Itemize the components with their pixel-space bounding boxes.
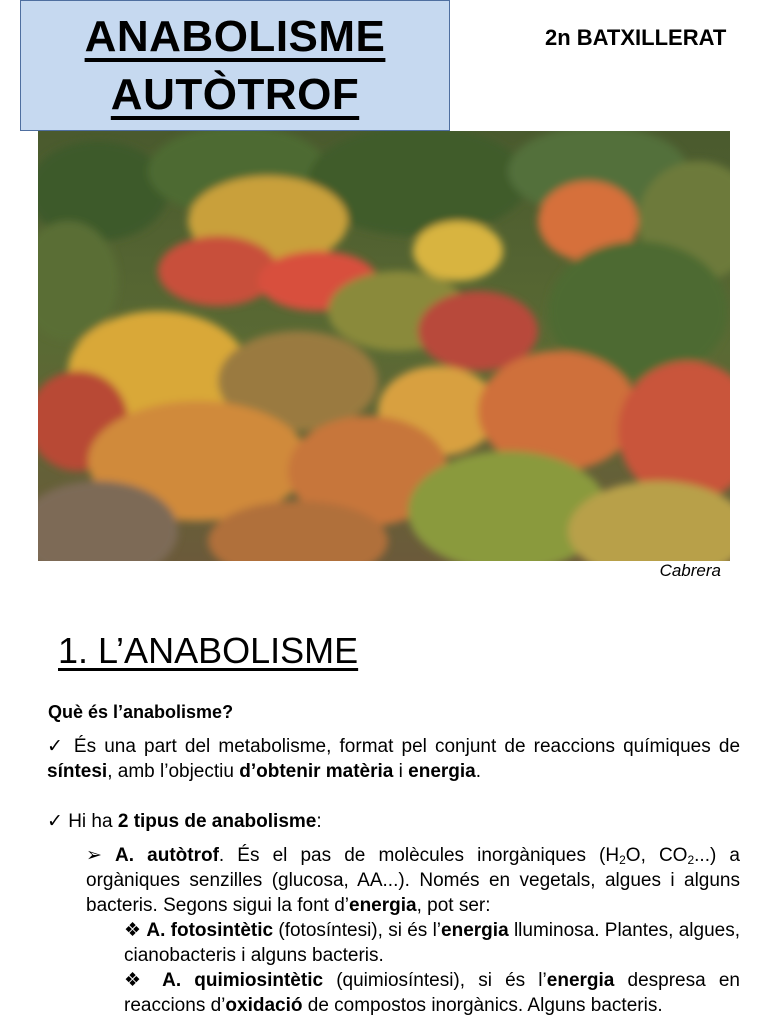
- bold-energia: energia: [441, 920, 509, 941]
- paragraph-fotosintetic: [124, 918, 740, 968]
- bold-energia: energia: [546, 970, 615, 991]
- question-heading: Què és l’anabolisme?: [48, 702, 234, 722]
- paragraph-quimiosintetic: [124, 968, 740, 1018]
- bold-sintesi: síntesi: [47, 761, 108, 782]
- paragraph-definition: [47, 734, 740, 784]
- text-run: , amb l’objectiu: [107, 761, 240, 782]
- paragraph-autotrof: [86, 843, 740, 918]
- energia-word: energia: [349, 895, 417, 916]
- text-run: És una part del metabolisme, format pel conjunt de reaccions químiques de: [73, 736, 741, 757]
- text-run: (fotosíntesi), si és l’: [273, 920, 442, 941]
- text-run: (quimiosíntesi), si és l’: [323, 970, 547, 991]
- bold-obtenir-materia: d’obtenir matèria: [239, 761, 394, 782]
- bold-quimiosintetic: A. quimiosintètic: [162, 970, 324, 991]
- section-heading: 1. L’ANABOLISME: [58, 630, 359, 671]
- text-run: . És el pas de molècules inorgàniques (H: [218, 845, 620, 866]
- arrow-bullet-icon: ➢: [86, 845, 102, 866]
- bold-2-tipus: 2 tipus de anabolisme: [117, 811, 317, 832]
- text-run: i: [393, 761, 409, 782]
- title-line-2: AUTÒTROF: [110, 70, 360, 119]
- text-run: .: [475, 761, 482, 782]
- text-run: de compostos inorgànics. Alguns bacteris.: [302, 995, 663, 1016]
- autumn-forest-photo: [38, 131, 730, 561]
- text-run: despresa en reaccions d’: [124, 970, 740, 1016]
- check-icon: ✓: [47, 736, 66, 757]
- bold-oxidacio: oxidació: [225, 995, 303, 1016]
- photo-caption: Cabrera: [659, 561, 721, 580]
- diamond-bullet-icon: ❖: [124, 920, 142, 941]
- subscript-2: 2: [619, 853, 626, 867]
- text-run: , pot ser:: [416, 895, 491, 916]
- diamond-bullet-icon: ❖: [124, 970, 149, 991]
- bold-fotosintetic: A. fotosintètic: [146, 920, 274, 941]
- bold-autotrof: A. autòtrof: [115, 845, 219, 866]
- bold-energia: energia: [408, 761, 476, 782]
- subscript-2: 2: [687, 853, 695, 867]
- text-run: :: [316, 811, 322, 832]
- course-label: 2n BATXILLERAT: [545, 25, 727, 50]
- title-box: [20, 0, 450, 131]
- paragraph-types: [47, 809, 322, 834]
- text-run: O, CO: [625, 845, 688, 866]
- text-run: Hi ha: [68, 811, 118, 832]
- text-run: ...) a orgàniques senzilles (glucosa, AA...). Només en vegetals, algues i alguns bacteris. Segons sigui la font d’: [86, 845, 740, 916]
- check-icon: ✓: [47, 811, 63, 832]
- title-line-1: ANABOLISME: [84, 12, 386, 61]
- text-run: lluminosa. Plantes, algues, cianobacteris i alguns bacteris.: [124, 920, 740, 966]
